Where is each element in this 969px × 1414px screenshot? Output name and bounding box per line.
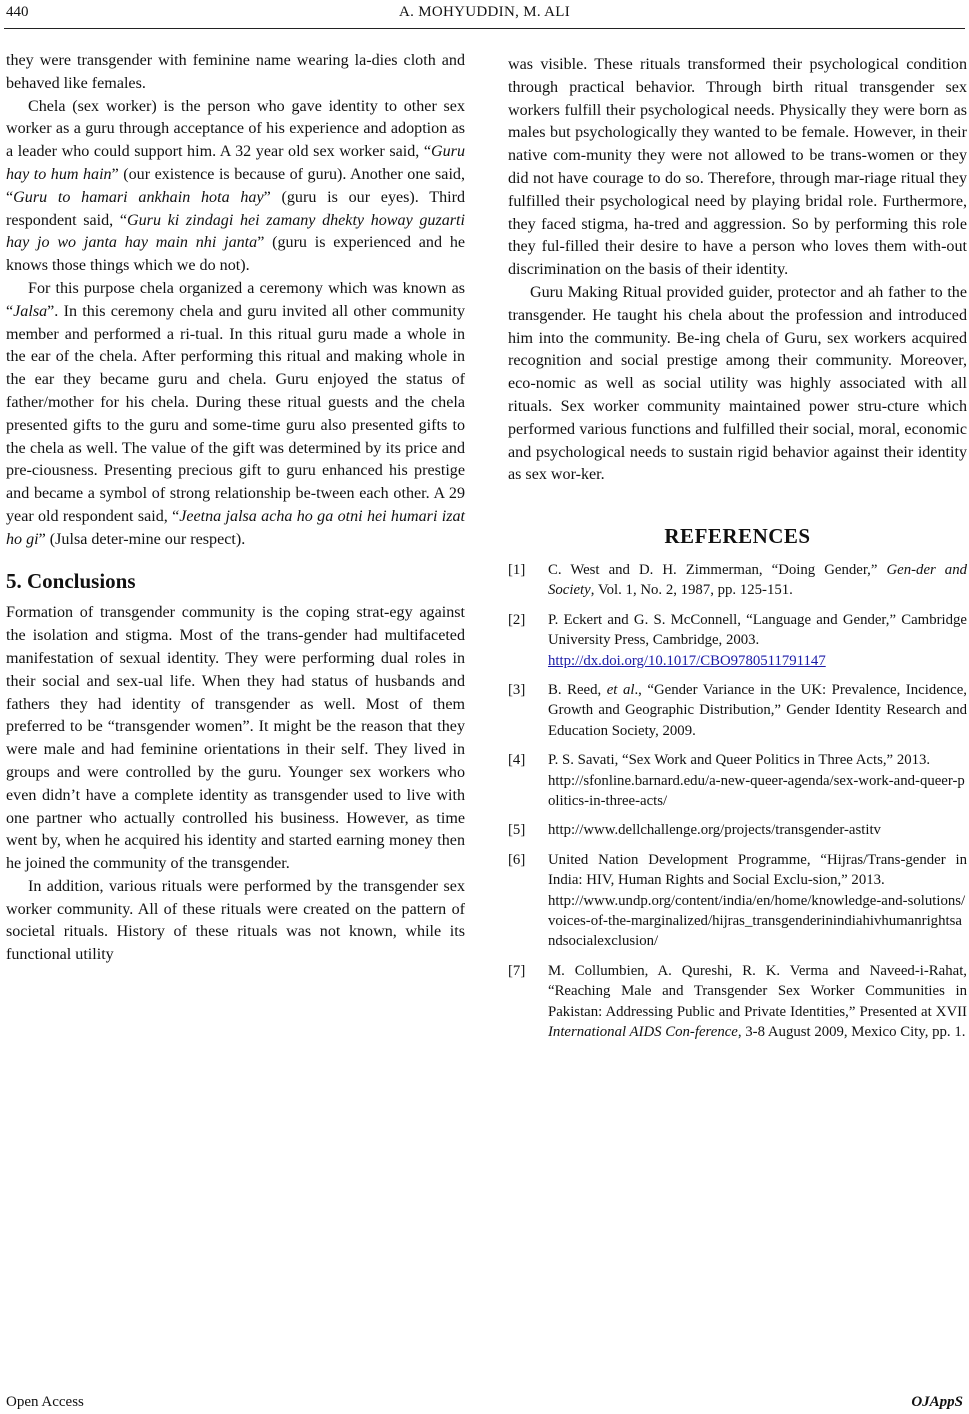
quote-italic: Guru hay to hum hain bbox=[6, 143, 465, 183]
text-run: C. West and D. H. Zimmerman, “Doing Gender,” bbox=[548, 561, 887, 578]
reference-item bbox=[508, 850, 967, 952]
text-run: ” (Julsa deter-mine our respect). bbox=[38, 530, 246, 548]
text-run: ” (guru is our eyes). Third respondent said, “ bbox=[6, 188, 465, 229]
journal-italic: Gen-der and Society bbox=[548, 561, 967, 599]
reference-item bbox=[508, 560, 967, 601]
reference-item bbox=[508, 750, 967, 811]
reference-number: [7] bbox=[508, 962, 526, 979]
reference-url: http://sfonline.barnard.edu/a-new-queer-agenda/sex-work-and-queer-politics-in-three-acts/ bbox=[548, 772, 965, 809]
text-run: ., “Gender Variance in the UK: Prevalence, Incidence, Growth and Geographic Distribution,” Gender Identity Research and Education Society, 2009. bbox=[548, 681, 968, 739]
references-heading: REFERENCES bbox=[664, 524, 811, 549]
reference-text bbox=[548, 560, 967, 601]
reference-number: [1] bbox=[508, 561, 526, 578]
footer-journal: OJAppS bbox=[911, 1394, 963, 1410]
right-column bbox=[508, 54, 967, 1051]
reference-number: [4] bbox=[508, 752, 526, 769]
reference-text bbox=[548, 610, 967, 671]
paragraph: Formation of transgender community is the coping strat-egy against the isolation and stigma. Most of the trans-gender had multifaceted manifestation of sexual identity. They were performing dual roles in their social and sex-ual life. When they had status of husbands and fathers they had identity of transgender as well. Most of them preferred to be “transgender women”. It might be the reason that they were male and had feminine orientations in their self. They lived in groups and were controlled by the guru. Younger sex workers who even didn’t have a complete identity as transgender used to live with one partner who actually controlled his business. However, as time went by, when he acquired his identity and started earning money then he joined the community of the transgender. bbox=[6, 604, 465, 873]
reference-item bbox=[508, 610, 967, 671]
paragraph bbox=[6, 278, 465, 552]
reference-number: [5] bbox=[508, 822, 526, 839]
text-run: , 3-8 August 2009, Mexico City, pp. 1. bbox=[737, 1024, 966, 1041]
quote-italic: Guru to hamari ankhain hota hay bbox=[13, 188, 264, 206]
text-run: , Vol. 1, No. 2, 1987, pp. 125-151. bbox=[590, 582, 793, 599]
paragraph bbox=[6, 96, 465, 278]
reference-number: [2] bbox=[508, 611, 526, 628]
page-number: 440 bbox=[6, 4, 29, 20]
left-column bbox=[6, 50, 465, 967]
text-run: M. Collumbien, A. Qureshi, R. K. Verma and Naveed-i-Rahat, “Reaching Male and Transgender Sex Worker Communities in Pakistan: Addressing Public and Private Identities,” Presented at XVII bbox=[548, 962, 967, 1020]
text-run: B. Reed, bbox=[548, 681, 607, 698]
reference-text bbox=[548, 750, 967, 811]
reference-list bbox=[508, 560, 967, 1043]
paragraph: they were transgender with feminine name wearing la-dies cloth and behaved like females. bbox=[6, 52, 465, 92]
quote-italic: Jalsa bbox=[13, 302, 48, 320]
paragraph: In addition, various rituals were performed by the transgender sex worker community. All of these rituals were created on the pattern of societal rituals. History of these rituals was not known, while its functional utility bbox=[6, 877, 465, 964]
reference-url: http://www.undp.org/content/india/en/home/knowledge-and-solutions/voices-of-the-marginalized/hijras_transgenderinindiahivhumanrightsandsocialexclusion/ bbox=[548, 892, 966, 950]
reference-item bbox=[508, 961, 967, 1043]
text-run: Chela (sex worker) is the person who gave identity to other sex worker as a guru through acceptance of his experience and adoption as a leader who could support him. A 32 year old sex worker said, “ bbox=[6, 97, 465, 161]
text-run: ”. In this ceremony chela and guru invited all other community member and performed a ri-tual. In this ritual guru made a whole in the ear of the chela. After performing this ritual and making whole in the ear they became guru and chela. Guru enjoyed the status of father/mother for his chela. During these ritual guests and the chela presented gifts to the guru and some-time guru also presented gifts to the chela as well. The value of the gift was determined by its price and pre-ciousness. Presenting precious gift to guru enhanced his prestige and became a symbol of strong relationship be-tween each other. A 29 year old respondent said, “ bbox=[6, 302, 465, 525]
text-run: ” (guru is experienced and he knows those things which we do not). bbox=[6, 234, 466, 275]
section-heading: 5. Conclusions bbox=[6, 568, 136, 593]
text-run: ” (our existence is because of guru). Another one said, “ bbox=[6, 165, 465, 206]
et-al-italic: et al bbox=[606, 681, 635, 698]
running-head bbox=[0, 4, 969, 26]
footer-open-access: Open Access bbox=[6, 1394, 84, 1410]
reference-text: http://www.dellchallenge.org/projects/transgender-astitv bbox=[548, 822, 881, 839]
header-rule bbox=[4, 28, 965, 29]
conference-italic: International AIDS Con-ference bbox=[548, 1024, 738, 1041]
text-run: For this purpose chela organized a ceremony which was known as “ bbox=[6, 279, 465, 320]
paragraph: was visible. These rituals transformed their psychological condition through practical behavior. Through birth ritual transgender sex workers fulfill their psychological needs. Physically they were born as males but psychologically they wanted to be female. However, in their native com-munity they were not allowed to be trans-women or they did not have courage to do so. Therefore, through mar-riage ritual they fulfilled their psychological need by playing bridal role. Furthermore, they faced stigma, ha-tred and aggression. So by performing this role they ful-filled their desire to have a person who loves them with-out discrimination on the basis of their identity. bbox=[508, 56, 967, 279]
text-run: P. Eckert and G. S. McConnell, “Language and Gender,” Cambridge University Press, Cambridge, 2003. bbox=[548, 611, 967, 649]
reference-number: [3] bbox=[508, 681, 526, 698]
reference-item bbox=[508, 680, 967, 741]
reference-text bbox=[548, 850, 967, 952]
reference-item bbox=[508, 820, 967, 840]
doi-link[interactable]: http://dx.doi.org/10.1017/CBO9780511791147 bbox=[548, 652, 826, 669]
quote-italic: Guru ki zindagi hei zamany dhekty howay guzarti hay jo wo janta hay main nhi janta bbox=[6, 211, 465, 252]
running-head-authors: A. MOHYUDDIN, M. ALI bbox=[399, 4, 570, 20]
reference-text bbox=[548, 680, 967, 741]
reference-text bbox=[548, 961, 967, 1043]
text-run: United Nation Development Programme, “Hijras/Trans-gender in India: HIV, Human Rights and Social Exclu-sion,” 2013. bbox=[548, 851, 967, 889]
reference-number: [6] bbox=[508, 851, 526, 868]
quote-italic: Jeetna jalsa acha ho ga otni hei humari izat ho gi bbox=[6, 507, 465, 548]
paragraph: Guru Making Ritual provided guider, protector and ah father to the transgender. He taught his chela about the profession and introduced him into the community. Be-ing chela of Guru, sex workers acquired recognition and social prestige among their community. Moreover, eco-nomic as well as social utility was highly associated with all rituals. Sex worker community maintained power stru-cture which performed various functions and fulfilled their social, moral, economic and psychological needs to sustain rigid behavior against their identity as sex wor-ker. bbox=[508, 283, 967, 484]
text-run: P. S. Savati, “Sex Work and Queer Politics in Three Acts,” 2013. bbox=[548, 752, 931, 769]
